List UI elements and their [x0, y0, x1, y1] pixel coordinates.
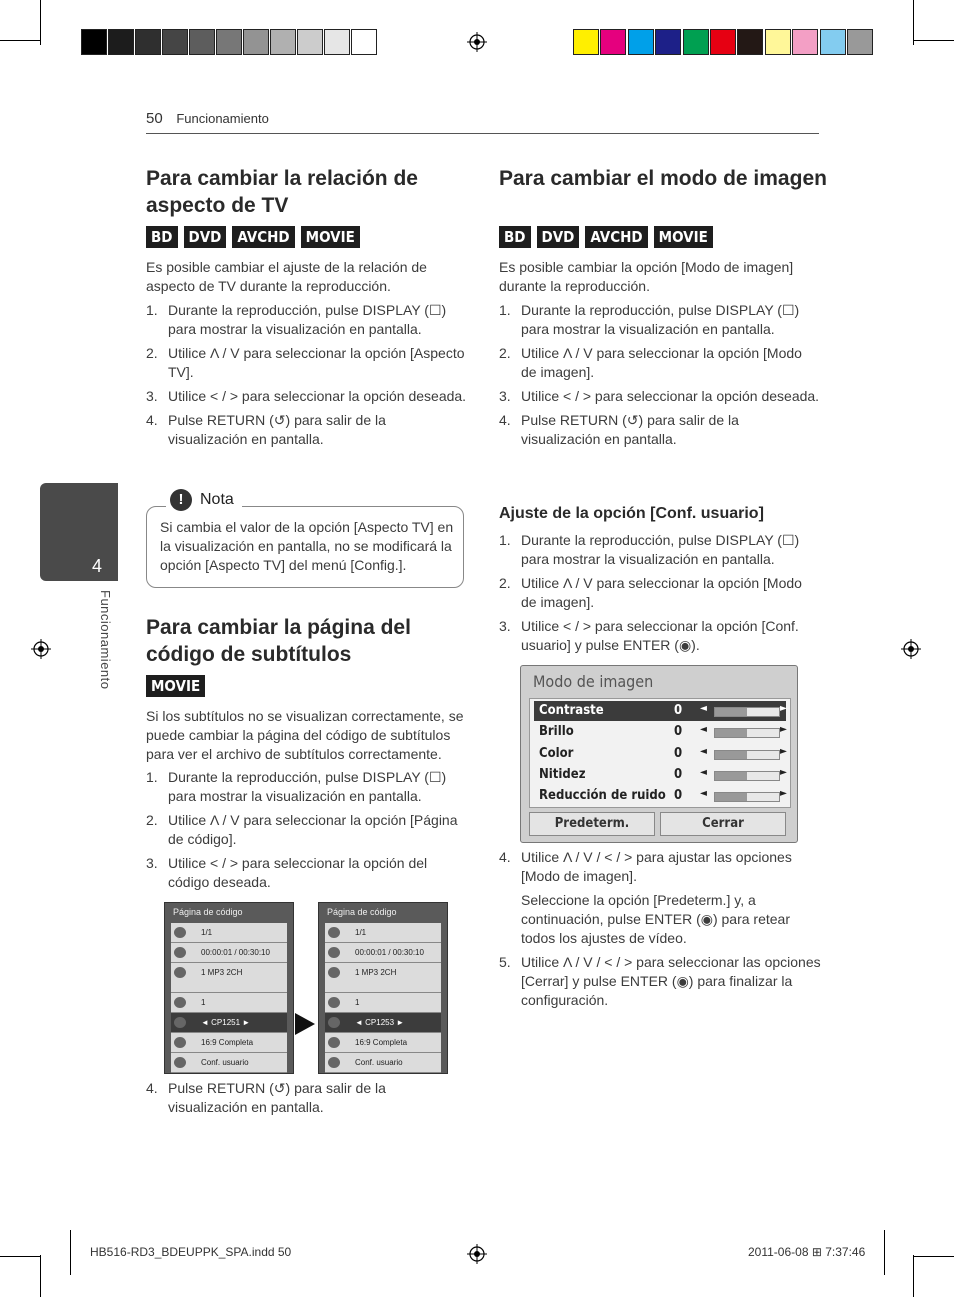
screen-title: Página de código: [327, 907, 397, 917]
level-slider[interactable]: [714, 728, 780, 738]
list-item: [146, 811, 468, 849]
menu-row-nitidez[interactable]: [534, 765, 786, 785]
step-text: Durante la reproducción, pulse DISPLAY (☐) para mostrar la visualización en pantalla.: [168, 302, 447, 337]
crop-mark: [40, 1255, 41, 1297]
screen-row: [325, 923, 441, 943]
menu-row-value: 0: [674, 745, 683, 761]
screen-row-icon: [328, 967, 340, 978]
color-swatch: [573, 29, 599, 55]
disc-type-badges: [146, 226, 360, 248]
step-number: 2.: [499, 345, 511, 361]
subsection-heading: Ajuste de la opción [Conf. usuario]: [499, 505, 764, 522]
section-heading: Para cambiar el modo de imagen: [499, 167, 827, 190]
left-arrow-icon[interactable]: ◄: [700, 703, 707, 714]
gray-swatch: [81, 29, 107, 55]
step-text: Pulse RETURN (↺) para salir de la visualización en pantalla.: [521, 412, 739, 447]
intro-text: Es posible cambiar la opción [Modo de imagen] durante la reproducción.: [499, 259, 794, 294]
step-text: Utilice < / > para seleccionar la opción del código deseada.: [168, 855, 428, 890]
color-swatch: [847, 29, 873, 55]
crop-mark: [914, 40, 954, 41]
chapter-number: 4: [92, 556, 103, 576]
screen-row-text: 1/1: [201, 928, 213, 937]
menu-row-label: Contraste: [539, 703, 604, 718]
page-header: [146, 110, 269, 127]
screen-row-icon: [328, 947, 340, 958]
color-swatch: [655, 29, 681, 55]
screen-row: [171, 993, 287, 1013]
screen-row-text: 00:00:01 / 00:30:10: [355, 948, 424, 957]
list-item: [146, 411, 468, 449]
color-swatch: [820, 29, 846, 55]
level-slider[interactable]: [714, 792, 780, 802]
left-arrow-icon[interactable]: ◄: [700, 745, 707, 757]
gray-swatch: [351, 29, 377, 55]
screen-row-text: 1 MP3 2CH: [355, 968, 397, 977]
color-swatch: [792, 29, 818, 55]
list-item: [499, 953, 821, 1010]
step-text: Durante la reproducción, pulse DISPLAY (☐) para mostrar la visualización en pantalla.: [521, 532, 800, 567]
default-button[interactable]: Predeterm.: [529, 812, 655, 836]
disc-type-badges: [499, 226, 713, 248]
step-extra-text: Seleccione la opción [Predeterm.] y, a continuación, pulse ENTER (◉) para retear todos los ajustes de vídeo.: [521, 892, 791, 946]
screen-row-text: 1: [355, 998, 360, 1007]
screen-title: Página de código: [173, 907, 243, 917]
step-number: 1.: [146, 769, 158, 785]
screen-row-icon: [328, 997, 340, 1008]
subtitle-code-screen-after: [318, 902, 448, 1074]
note-text: Si cambia el valor de la opción [Aspecto TV] en la visualización en pantalla, no se modificará la opción [Aspecto TV] del menú [Config.].: [160, 519, 454, 573]
disc-badge: DVD: [184, 226, 227, 248]
screen-row-icon: [174, 947, 186, 958]
menu-row-value: 0: [674, 788, 683, 804]
list-item: [499, 387, 821, 406]
menu-row-color[interactable]: [534, 744, 786, 764]
step-text: Pulse RETURN (↺) para salir de la visualización en pantalla.: [168, 412, 386, 447]
gray-swatch: [270, 29, 296, 55]
step-number: 2.: [499, 575, 511, 591]
section-title: Funcionamiento: [176, 111, 269, 126]
screen-row: [325, 943, 441, 963]
screen-row-text: 1: [201, 998, 206, 1007]
list-item: [146, 768, 468, 806]
crop-mark: [40, 0, 41, 45]
screen-row: [325, 1033, 441, 1053]
screen-row-text: 1 MP3 2CH: [201, 968, 243, 977]
chapter-label: Funcionamiento: [98, 590, 113, 690]
disc-badge: AVCHD: [585, 226, 647, 248]
gray-swatch: [297, 29, 323, 55]
close-button[interactable]: Cerrar: [660, 812, 786, 836]
gray-swatch: [108, 29, 134, 55]
chapter-tab: [40, 483, 118, 581]
registration-mark-icon: [467, 1244, 487, 1264]
color-swatch: [600, 29, 626, 55]
crop-mark: [913, 1255, 914, 1297]
intro-text: Si los subtítulos no se visualizan correctamente, se puede cambiar la página del código de subtítulos para ver el archivo de subtítulos correctamente.: [146, 708, 464, 762]
level-fill: [715, 772, 747, 780]
section-heading: Para cambiar la relación de aspecto de TV: [146, 167, 418, 217]
screen-row-text: ◄ CP1253 ►: [355, 1018, 405, 1027]
registration-mark-icon: [901, 639, 921, 659]
step-number: 3.: [146, 855, 158, 871]
disc-badge: BD: [146, 226, 178, 248]
crop-mark: [70, 1230, 71, 1275]
list-item: [499, 301, 821, 339]
right-arrow-icon[interactable]: ►: [780, 766, 787, 778]
level-fill: [715, 708, 747, 716]
gray-swatch: [162, 29, 188, 55]
screen-row: [171, 1013, 287, 1033]
step-number: 2.: [146, 812, 158, 828]
screen-row: [171, 923, 287, 943]
step-text: Utilice < / > para seleccionar la opción deseada.: [168, 388, 467, 404]
level-slider[interactable]: [714, 750, 780, 760]
screen-row: [325, 993, 441, 1013]
screen-row-text: 16:9 Completa: [201, 1038, 254, 1047]
level-fill: [715, 751, 747, 759]
step-list: [146, 1079, 468, 1122]
screen-row-text: ◄ CP1251 ►: [201, 1018, 251, 1027]
step-number: 3.: [499, 618, 511, 634]
gray-swatch: [216, 29, 242, 55]
step-number: 4.: [146, 412, 158, 428]
gray-swatch: [243, 29, 269, 55]
screen-row-text: 1/1: [355, 928, 367, 937]
menu-row-label: Brillo: [539, 724, 574, 740]
disc-badge: BD: [499, 226, 531, 248]
step-number: 1.: [499, 532, 511, 548]
section-heading: Para cambiar la página del código de subtítulos: [146, 616, 411, 666]
disc-badge: MOVIE: [301, 226, 360, 248]
screen-row-icon: [328, 1037, 340, 1048]
menu-row-contraste[interactable]: [534, 701, 786, 721]
screen-row-text: 00:00:01 / 00:30:10: [201, 948, 270, 957]
crop-mark: [0, 1256, 40, 1257]
step-list: [499, 301, 821, 454]
screen-row-text: 16:9 Completa: [355, 1038, 408, 1047]
screen-row-icon: [174, 1037, 186, 1048]
step-list: [146, 768, 468, 897]
warning-icon: !: [170, 489, 192, 511]
step-text: Utilice < / > para seleccionar la opción deseada.: [521, 388, 820, 404]
footer-date: 2011-06-08 ⊞ 7:37:46: [748, 1245, 866, 1259]
screen-row-icon: [174, 927, 186, 938]
screen-row: [325, 1053, 441, 1073]
crop-mark: [913, 0, 914, 45]
menu-row-value: 0: [674, 724, 683, 740]
list-item: [499, 617, 821, 655]
level-slider[interactable]: [714, 771, 780, 781]
screen-row-icon: [174, 1017, 186, 1028]
menu-row-label: Reducción de ruido: [539, 788, 666, 804]
note-header: [166, 489, 242, 511]
disc-badge: AVCHD: [232, 226, 294, 248]
right-arrow-icon[interactable]: ►: [780, 788, 787, 800]
crop-mark: [0, 40, 40, 41]
right-arrow-icon[interactable]: ►: [780, 724, 787, 736]
list-item: [146, 387, 468, 406]
step-list: [499, 848, 821, 1015]
arrow-right-icon: [295, 1013, 315, 1035]
crop-mark: [914, 1256, 954, 1257]
step-number: 3.: [146, 388, 158, 404]
list-item: [499, 344, 821, 382]
step-list: [146, 301, 468, 454]
color-swatch: [737, 29, 763, 55]
menu-row-brillo[interactable]: [534, 722, 786, 742]
header-rule: [146, 133, 819, 134]
color-swatch: [628, 29, 654, 55]
screen-row-icon: [328, 1017, 340, 1028]
screen-row-icon: [174, 1057, 186, 1068]
screen-row: [171, 963, 287, 993]
list-item: [146, 854, 468, 892]
menu-title: Modo de imagen: [533, 672, 654, 691]
level-fill: [715, 729, 747, 737]
menu-row-label: Nitidez: [539, 766, 586, 782]
subtitle-code-screen-before: [164, 902, 294, 1074]
left-arrow-icon[interactable]: ◄: [700, 788, 707, 800]
menu-panel: [529, 698, 791, 808]
right-arrow-icon[interactable]: ►: [780, 745, 787, 757]
step-number: 2.: [146, 345, 158, 361]
crop-mark: [884, 1230, 885, 1275]
step-text: Durante la reproducción, pulse DISPLAY (☐) para mostrar la visualización en pantalla.: [521, 302, 800, 337]
level-fill: [715, 793, 747, 801]
step-text: Durante la reproducción, pulse DISPLAY (☐) para mostrar la visualización en pantalla.: [168, 769, 447, 804]
color-swatch: [710, 29, 736, 55]
disc-badge: MOVIE: [654, 226, 713, 248]
note-title: Nota: [200, 491, 234, 508]
list-item: [146, 344, 468, 382]
menu-row-reducción-de-ruido[interactable]: [534, 786, 786, 806]
registration-mark-icon: [467, 32, 487, 52]
step-text: Utilice Λ / V para seleccionar la opción [Modo de imagen].: [521, 345, 802, 380]
intro-text: Es posible cambiar el ajuste de la relación de aspecto de TV durante la reproducción.: [146, 259, 427, 294]
step-text: Utilice < / > para seleccionar la opción [Conf. usuario] y pulse ENTER (◉).: [521, 618, 799, 653]
gray-swatch: [135, 29, 161, 55]
screen-row: [325, 963, 441, 993]
list-item: [146, 301, 468, 339]
step-number: 4.: [499, 849, 511, 865]
screen-row-text: Conf. usuario: [201, 1058, 249, 1067]
step-number: 4.: [499, 412, 511, 428]
disc-badge: MOVIE: [146, 675, 205, 697]
screen-row-icon: [328, 927, 340, 938]
picture-mode-menu: [520, 665, 798, 843]
menu-row-label: Color: [539, 745, 574, 761]
gray-swatch: [324, 29, 350, 55]
list-item: 4. Pulse RETURN (↺) para salir de la visualización en pantalla.: [146, 1080, 386, 1115]
color-swatch: [765, 29, 791, 55]
disc-type-badges: [146, 675, 205, 697]
step-text: Utilice Λ / V para seleccionar la opción [Página de código].: [168, 812, 458, 847]
step-text: Utilice Λ / V para seleccionar la opción [Modo de imagen].: [521, 575, 802, 610]
registration-mark-icon: [31, 639, 51, 659]
left-arrow-icon[interactable]: ◄: [700, 724, 707, 736]
screen-row-text: Conf. usuario: [355, 1058, 403, 1067]
screen-row: [325, 1013, 441, 1033]
step-number: 3.: [499, 388, 511, 404]
list-item: [499, 531, 821, 569]
step-list: [499, 531, 821, 660]
step-text: Utilice Λ / V / < / > para seleccionar las opciones [Cerrar] y pulse ENTER (◉) para finalizar la configuración.: [521, 954, 821, 1008]
left-arrow-icon[interactable]: ◄: [700, 766, 707, 778]
list-item: [499, 574, 821, 612]
step-number: 5.: [499, 954, 511, 970]
screen-row: [171, 1033, 287, 1053]
screen-row-icon: [174, 997, 186, 1008]
screen-row: [171, 1053, 287, 1073]
screen-row-icon: [328, 1057, 340, 1068]
color-swatch: [683, 29, 709, 55]
footer-file: HB516-RD3_BDEUPPK_SPA.indd 50: [90, 1245, 292, 1259]
gray-swatch: [189, 29, 215, 55]
list-item: [499, 848, 821, 948]
page-number: 50: [146, 110, 163, 127]
step-number: 1.: [499, 302, 511, 318]
step-number: 1.: [146, 302, 158, 318]
menu-row-value: 0: [674, 766, 683, 782]
level-slider[interactable]: [714, 707, 780, 717]
menu-row-value: 0: [674, 703, 683, 718]
disc-badge: DVD: [537, 226, 580, 248]
list-item: [499, 411, 821, 449]
screen-row: [171, 943, 287, 963]
step-text: Utilice Λ / V para seleccionar la opción [Aspecto TV].: [168, 345, 465, 380]
screen-row-icon: [174, 967, 186, 978]
step-text: Utilice Λ / V / < / > para ajustar las opciones [Modo de imagen].: [521, 849, 792, 884]
right-arrow-icon[interactable]: ►: [780, 703, 787, 714]
